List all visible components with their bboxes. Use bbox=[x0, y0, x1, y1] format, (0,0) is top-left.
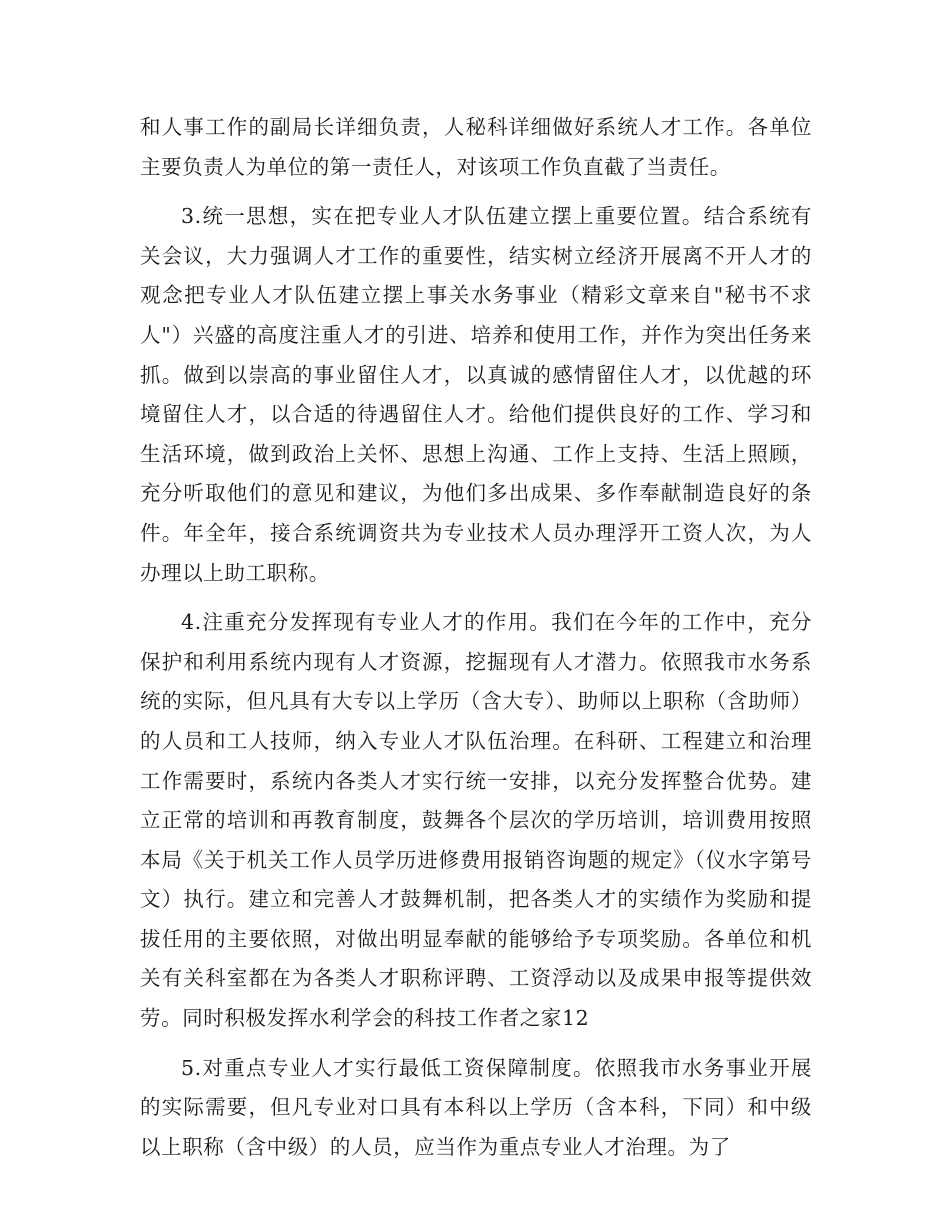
paragraph-item-3: 3.统一思想，实在把专业人才队伍建立摆上重要位置。结合系统有关会议，大力强调人才工作的重要性，结实树立经济开展离不开人才的观念把专业人才队伍建立摆上事关水务事业（精彩文章来自"秘书不求人"）兴盛的高度注重人才的引进、培养和使用工作，并作为突出任务来抓。做到以崇高的事业留住人才，以真诚的感情留住人才，以优越的环境留住人才，以合适的待遇留住人才。给他们提供良好的工作、学习和生活环境，做到政治上关怀、思想上沟通、工作上支持、生活上照顾，充分听取他们的意见和建议，为他们多出成果、多作奉献制造良好的条件。年全年，接合系统调资共为专业技术人员办理浮开工资人次，为人办理以上助工职称。 bbox=[140, 204, 812, 585]
paragraph-item-5: 5.对重点专业人才实行最低工资保障制度。依照我市水务事业开展的实际需要，但凡专业对口具有本科以上学历（含本科，下同）和中级以上职称（含中级）的人员，应当作为重点专业人才治理。为了 bbox=[140, 1055, 812, 1159]
paragraph-continuation: 和人事工作的副局长详细负责，人秘科详细做好系统人才工作。各单位主要负责人为单位的第一责任人，对该项工作负直截了当责任。 bbox=[140, 115, 812, 179]
paragraph-item-4: 4.注重充分发挥现有专业人才的作用。我们在今年的工作中，充分保护和利用系统内现有人才资源，挖掘现有人才潜力。依照我市水务系统的实际，但凡具有大专以上学历（含大专）、助师以上职称（含助师）的人员和工人技师，纳入专业人才队伍治理。在科研、工程建立和治理工作需要时，系统内各类人才实行统一安排，以充分发挥整合优势。建立正常的培训和再教育制度，鼓舞各个层次的学历培训，培训费用按照本局《关于机关工作人员学历进修费用报销咨询题的规定》（仪水字第号文）执行。建立和完善人才鼓舞机制，把各类人才的实绩作为奖励和提拔任用的主要依照，对做出明显奉献的能够给予专项奖励。各单位和机关有关科室都在为各类人才职称评聘、工资浮动以及成果申报等提供效劳。同时积极发挥水利学会的科技工作者之家12 bbox=[140, 610, 812, 1031]
document-body bbox=[140, 108, 812, 1177]
